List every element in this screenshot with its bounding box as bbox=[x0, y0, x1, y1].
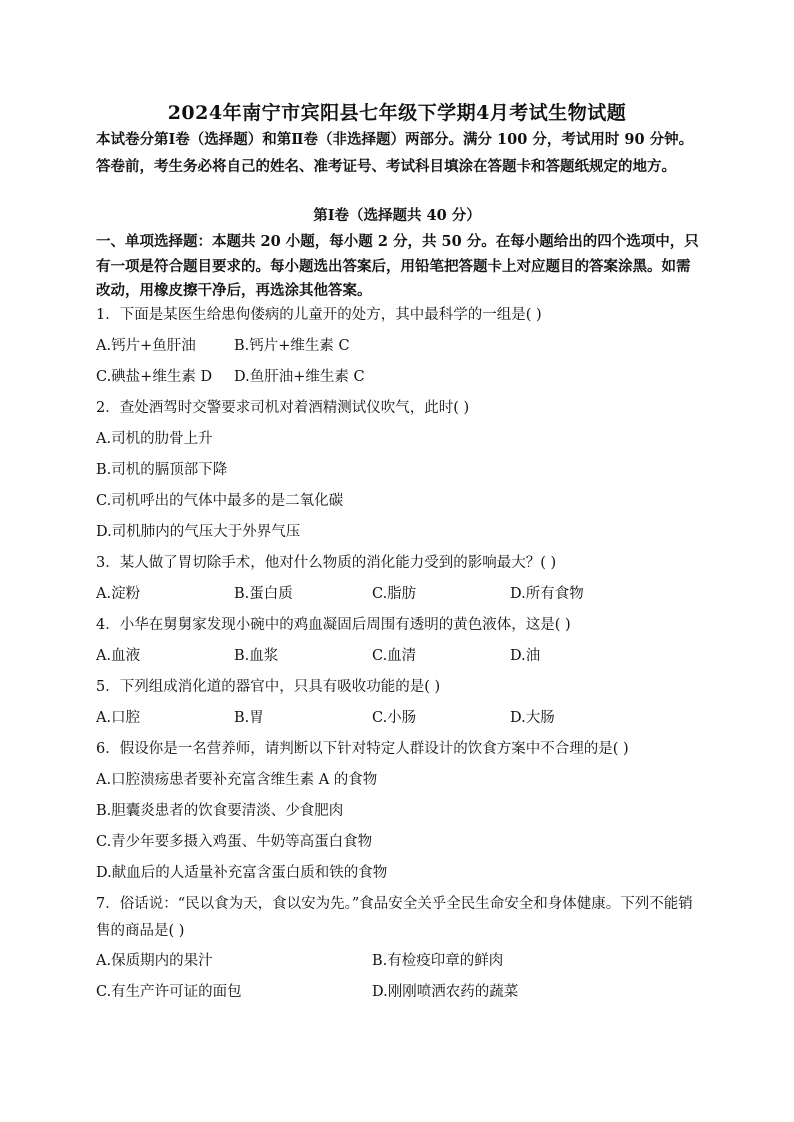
question-7-option-b: B.有检疫印章的鲜肉 bbox=[372, 953, 504, 969]
question-list bbox=[96, 300, 700, 1008]
question-6-option-a: A.口腔溃疡患者要补充富含维生素 A 的食物 bbox=[96, 772, 378, 788]
question-1-option-b: B.钙片+维生素 C bbox=[234, 338, 350, 354]
question-6-option-b: B.胆囊炎患者的饮食要清淡、少食肥肉 bbox=[96, 803, 344, 819]
question-2-option-a: A.司机的肋骨上升 bbox=[96, 431, 213, 447]
question-4-option-b: B.血浆 bbox=[234, 648, 279, 664]
question-5-option-c: C.小肠 bbox=[372, 710, 417, 726]
question-1-stem: 1．下面是某医生给患佝偻病的儿童开的处方，其中最科学的一组是( ) bbox=[96, 307, 542, 323]
question-5-option-d: D.大肠 bbox=[510, 710, 555, 726]
question-3-stem: 3．某人做了胃切除手术，他对什么物质的消化能力受到的影响最大？( ) bbox=[96, 555, 557, 571]
question-4-options bbox=[96, 641, 700, 672]
exam-title: 2024年南宁市宾阳县七年级下学期4月考试生物试题 bbox=[167, 102, 627, 124]
question-4-option-c: C.血清 bbox=[372, 648, 417, 664]
question-3-option-b: B.蛋白质 bbox=[234, 586, 293, 602]
question-2-option-d: D.司机肺内的气压大于外界气压 bbox=[96, 524, 301, 540]
section-title: 第Ⅰ卷（选择题共 40 分） bbox=[313, 207, 481, 224]
question-4-stem: 4．小华在舅舅家发现小碗中的鸡血凝固后周围有透明的黄色液体，这是( ) bbox=[96, 617, 571, 633]
question-5-option-a: A.口腔 bbox=[96, 710, 141, 726]
question-7-option-a: A.保质期内的果汁 bbox=[96, 953, 213, 969]
question-1-option-d: D.鱼肝油+维生素 C bbox=[234, 369, 365, 385]
question-7-option-c: C.有生产许可证的面包 bbox=[96, 984, 242, 1000]
question-2-option-b: B.司机的膈顶部下降 bbox=[96, 462, 228, 478]
question-4-option-a: A.血液 bbox=[96, 648, 141, 664]
question-5-option-b: B.胃 bbox=[234, 710, 264, 726]
question-2-option-c: C.司机呼出的气体中最多的是二氧化碳 bbox=[96, 493, 344, 509]
question-7-option-d: D.刚刚喷洒农药的蔬菜 bbox=[372, 984, 519, 1000]
question-1-options-row-1 bbox=[96, 331, 700, 362]
exam-intro: 本试卷分第Ⅰ卷（选择题）和第Ⅱ卷（非选择题）两部分。满分 100 分，考试用时 90 分钟。答卷前，考生务必将自己的姓名、准考证号、考试科目填涂在答题卡和答题纸规定的地方。 bbox=[96, 131, 694, 175]
question-4-option-d: D.油 bbox=[510, 648, 541, 664]
question-3-option-a: A.淀粉 bbox=[96, 586, 141, 602]
question-6-stem: 6．假设你是一名营养师，请判断以下针对特定人群设计的饮食方案中不合理的是( ) bbox=[96, 741, 629, 757]
section-instructions: 一、单项选择题：本题共 20 小题，每小题 2 分，共 50 分。在每小题给出的四个选项中，只有一项是符合题目要求的。每小题选出答案后，用铅笔把答题卡上对应题目的答案涂黑。如需改动，用橡皮擦干净后，再选涂其他答案。 bbox=[96, 233, 699, 299]
question-7-options-row-2 bbox=[96, 977, 700, 1008]
question-5-stem: 5．下列组成消化道的器官中，只具有吸收功能的是( ) bbox=[96, 679, 441, 695]
question-1-option-a: A.钙片+鱼肝油 bbox=[96, 338, 196, 354]
question-6-option-d: D.献血后的人适量补充富含蛋白质和铁的食物 bbox=[96, 865, 388, 881]
question-6-option-c: C.青少年要多摄入鸡蛋、牛奶等高蛋白食物 bbox=[96, 834, 373, 850]
question-1-option-c: C.碘盐+维生素 D bbox=[96, 369, 213, 385]
question-3-option-c: C.脂肪 bbox=[372, 586, 417, 602]
question-3-option-d: D.所有食物 bbox=[510, 586, 584, 602]
question-5-options bbox=[96, 703, 700, 734]
question-7-options-row-1 bbox=[96, 946, 700, 977]
question-7-stem: 7．俗话说：“民以食为天，食以安为先。”食品安全关乎全民生命安全和身体健康。下列不能销售的商品是( ) bbox=[96, 896, 693, 939]
question-1-options-row-2 bbox=[96, 362, 700, 393]
question-2-stem: 2．查处酒驾时交警要求司机对着酒精测试仪吹气，此时( ) bbox=[96, 400, 470, 416]
question-3-options bbox=[96, 579, 700, 610]
